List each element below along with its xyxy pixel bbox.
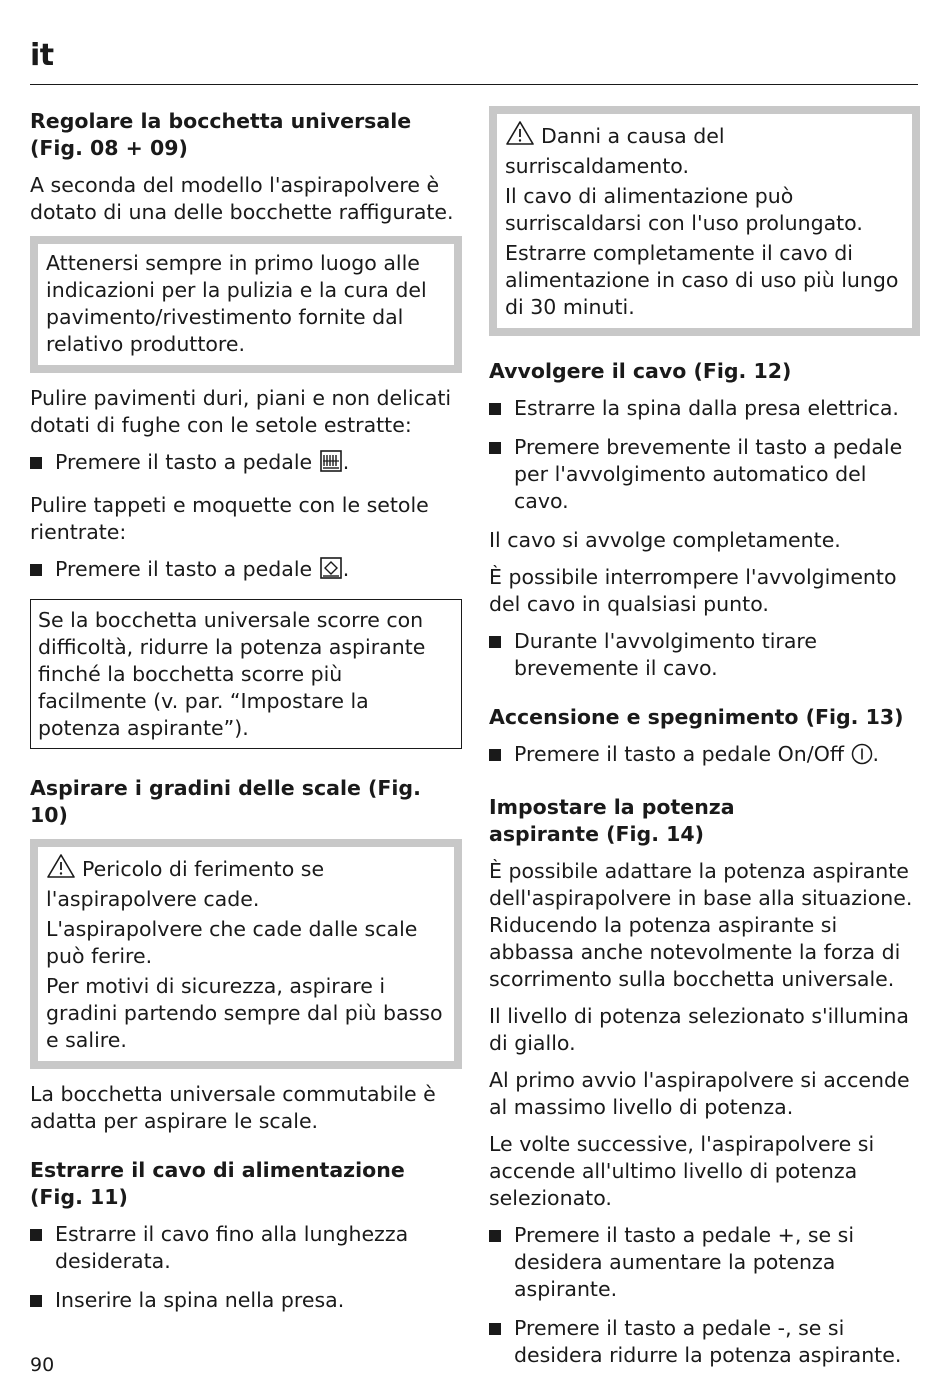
carpet-pedal-icon	[319, 556, 343, 587]
paragraph: È possibile adattare la potenza aspirante dell'aspirapolvere in base alla situazione. Riducendo la potenza aspirante si abbassa anche notevolmente la forza di scorrimento sulla bocchetta universale.	[489, 859, 913, 991]
paragraph: Le volte successive, l'aspirapolvere si accende all'ultimo livello di potenza selezionato.	[489, 1132, 875, 1210]
heading-stairs: Aspirare i gradini delle scale (Fig. 10)	[30, 776, 421, 827]
list-item: Estrarre il cavo fino alla lunghezza desiderata.	[30, 1221, 462, 1275]
warning-box	[489, 106, 920, 336]
note-box	[30, 236, 462, 373]
paragraph: Il livello di potenza selezionato s'illumina di giallo.	[489, 1004, 909, 1055]
warning-triangle-icon	[46, 853, 76, 886]
heading-adjust-nozzle: Regolare la bocchetta universale (Fig. 08 + 09)	[30, 109, 412, 160]
heading-suction-power: Impostare la potenza aspirante (Fig. 14)	[489, 795, 735, 846]
list-item: Premere il tasto a pedale +, se si desidera aumentare la potenza aspirante.	[489, 1222, 920, 1303]
warning-text: Per motivi di sicurezza, aspirare i gradini partendo sempre dal più basso e salire.	[46, 974, 443, 1052]
warning-box	[30, 839, 462, 1069]
paragraph: A seconda del modello l'aspirapolvere è dotato di una delle bocchette raffigurate.	[30, 173, 454, 224]
hard-floor-pedal-icon	[319, 449, 343, 480]
list-item: Premere brevemente il tasto a pedale per l'avvolgimento automatico del cavo.	[489, 434, 920, 515]
warning-text: Estrarre completamente il cavo di alimentazione in caso di uso più lungo di 30 minuti.	[505, 241, 899, 319]
warning-text: Il cavo di alimentazione può surriscaldarsi con l'uso prolungato.	[505, 184, 863, 235]
paragraph: La bocchetta universale commutabile è adatta per aspirare le scale.	[30, 1082, 436, 1133]
language-code: it	[30, 38, 54, 73]
list-item: Estrarre la spina dalla presa elettrica.	[489, 395, 920, 422]
warning-title: Pericolo di ferimento se l'aspirapolvere cade.	[46, 853, 446, 913]
left-column	[30, 108, 462, 1326]
list-item: Premere il tasto a pedale -, se si desidera ridurre la potenza aspirante.	[489, 1315, 920, 1369]
list-item-text: Premere il tasto a pedale On/Off	[514, 742, 844, 766]
paragraph: Pulire pavimenti duri, piani e non delicati dotati di fughe con le setole estratte:	[30, 386, 452, 437]
header-rule	[30, 84, 918, 85]
warning-text: L'aspirapolvere che cade dalle scale può ferire.	[46, 917, 418, 968]
heading-on-off: Accensione e spegnimento (Fig. 13)	[489, 705, 904, 729]
warning-triangle-icon	[505, 120, 535, 153]
paragraph: Al primo avvio l'aspirapolvere si accende al massimo livello di potenza.	[489, 1068, 910, 1119]
list-item: Premere il tasto a pedale .	[30, 449, 462, 480]
list-item: Inserire la spina nella presa.	[30, 1287, 462, 1314]
page-number: 90	[30, 1354, 55, 1376]
right-column	[489, 106, 920, 1381]
info-text: Se la bocchetta universale scorre con difficoltà, ridurre la potenza aspirante finché la bocchetta scorre più facilmente (v. par. “Impostare la potenza aspirante”).	[38, 608, 426, 740]
paragraph: Il cavo si avvolge completamente.	[489, 528, 841, 552]
note-text: Attenersi sempre in primo luogo alle indicazioni per la pulizia e la cura del pavimento/rivestimento fornite dal relativo produttore.	[46, 251, 427, 356]
paragraph: Pulire tappeti e moquette con le setole rientrate:	[30, 493, 429, 544]
warning-title: Danni a causa del surriscaldamento.	[505, 120, 904, 180]
list-item-text: Premere il tasto a pedale	[55, 557, 313, 581]
list-item: Premere il tasto a pedale On/Off .	[489, 741, 920, 772]
list-item: Durante l'avvolgimento tirare brevemente il cavo.	[489, 628, 920, 682]
power-button-icon	[851, 743, 873, 772]
list-item-text: Premere il tasto a pedale	[55, 450, 313, 474]
heading-extract-cable: Estrarre il cavo di alimentazione (Fig. 11)	[30, 1158, 405, 1209]
heading-rewind-cable: Avvolgere il cavo (Fig. 12)	[489, 359, 792, 383]
paragraph: È possibile interrompere l'avvolgimento del cavo in qualsiasi punto.	[489, 565, 897, 616]
info-box	[30, 599, 462, 749]
list-item: Premere il tasto a pedale .	[30, 556, 462, 587]
